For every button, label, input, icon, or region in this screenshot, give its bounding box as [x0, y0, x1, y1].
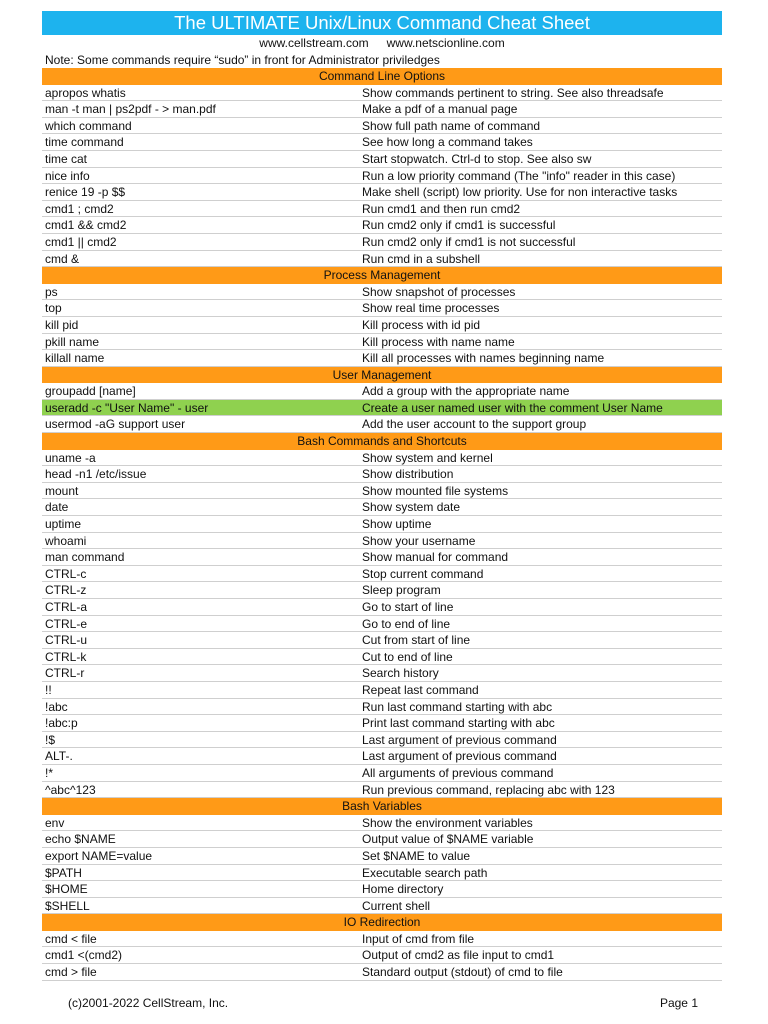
- command-cell: apropos whatis: [45, 85, 126, 100]
- table-row: [42, 334, 722, 351]
- description-cell: Go to start of line: [362, 600, 454, 614]
- command-cell: cmd1 && cmd2: [45, 218, 127, 233]
- table-row: [42, 317, 722, 334]
- command-cell: $HOME: [45, 882, 88, 897]
- command-cell: killall name: [45, 351, 105, 366]
- command-cell: CTRL-e: [45, 616, 88, 631]
- table-row: [42, 533, 722, 550]
- table-row: [42, 682, 722, 699]
- description-cell: Show system and kernel: [362, 450, 493, 465]
- table-row: [42, 848, 722, 865]
- description-cell: Last argument of previous command: [362, 749, 557, 764]
- table-row: [42, 865, 722, 882]
- websites-line: [42, 35, 722, 52]
- description-cell: Output of cmd2 as file input to cmd1: [362, 948, 555, 963]
- description-cell: Executable search path: [362, 865, 488, 880]
- command-cell: CTRL-z: [45, 583, 87, 598]
- description-cell: Run cmd2 only if cmd1 is not successful: [362, 234, 576, 249]
- table-row: [42, 251, 722, 268]
- description-cell: Create a user named user with the comment User Name: [362, 400, 663, 415]
- table-row: [42, 964, 722, 981]
- sections-container: [42, 68, 722, 981]
- description-cell: Kill process with id pid: [362, 317, 481, 332]
- command-cell: !$: [45, 732, 56, 747]
- table-row: [42, 516, 722, 533]
- description-cell: Run last command starting with abc: [362, 699, 553, 714]
- section-header: Process Management: [42, 267, 722, 284]
- command-cell: useradd -c "User Name" - user: [45, 400, 209, 415]
- command-cell: uptime: [45, 517, 82, 532]
- description-cell: Make a pdf of a manual page: [362, 102, 518, 117]
- section-header: IO Redirection: [42, 914, 722, 931]
- description-cell: Standard output (stdout) of cmd to file: [362, 965, 563, 980]
- command-cell: ALT-.: [45, 749, 73, 764]
- table-row: [42, 732, 722, 749]
- description-cell: Sleep program: [362, 583, 441, 598]
- table-row: [42, 782, 722, 799]
- description-cell: Last argument of previous command: [362, 732, 557, 747]
- table-row: [42, 898, 722, 915]
- command-cell: usermod -aG support user: [45, 417, 186, 432]
- command-cell: $SHELL: [45, 898, 90, 913]
- command-cell: cmd < file: [45, 931, 97, 946]
- table-row: [42, 699, 722, 716]
- description-cell: Run cmd1 and then run cmd2: [362, 201, 521, 216]
- command-cell: cmd1 || cmd2: [45, 234, 117, 249]
- table-row: [42, 168, 722, 185]
- table-row: [42, 134, 722, 151]
- command-cell: pkill name: [45, 334, 100, 349]
- command-cell: mount: [45, 483, 79, 498]
- table-row: [42, 383, 722, 400]
- description-cell: Cut from start of line: [362, 633, 471, 648]
- command-cell: head -n1 /etc/issue: [45, 467, 147, 482]
- description-cell: See how long a command takes: [362, 135, 533, 150]
- description-cell: Show real time processes: [362, 301, 500, 316]
- command-cell: man command: [45, 550, 125, 565]
- description-cell: Show system date: [362, 500, 461, 515]
- description-cell: Run cmd2 only if cmd1 is successful: [362, 218, 556, 233]
- description-cell: Output value of $NAME variable: [362, 832, 534, 847]
- description-cell: Kill process with name name: [362, 334, 515, 349]
- description-cell: Show mounted file systems: [362, 483, 509, 498]
- description-cell: Input of cmd from file: [362, 931, 475, 946]
- table-row: [42, 582, 722, 599]
- description-cell: Show distribution: [362, 467, 454, 482]
- table-row: [42, 466, 722, 483]
- table-row: [42, 184, 722, 201]
- table-row: [42, 566, 722, 583]
- command-cell: cmd1 <(cmd2): [45, 948, 123, 963]
- table-row: [42, 765, 722, 782]
- command-cell: groupadd [name]: [45, 384, 136, 399]
- section-header: Command Line Options: [42, 68, 722, 85]
- table-row: [42, 815, 722, 832]
- description-cell: Run a low priority command (The "info" reader in this case): [362, 168, 676, 183]
- description-cell: Make shell (script) low priority. Use for non interactive tasks: [362, 185, 678, 200]
- command-cell: top: [45, 301, 62, 316]
- command-cell: !abc:p: [45, 716, 78, 731]
- description-cell: Kill all processes with names beginning name: [362, 351, 605, 366]
- table-row: [42, 549, 722, 566]
- command-cell: renice 19 -p $$: [45, 185, 126, 200]
- title-bar: [42, 11, 722, 35]
- description-cell: Add a group with the appropriate name: [362, 384, 570, 399]
- table-row: [42, 881, 722, 898]
- table-row: [42, 151, 722, 168]
- table-row: [42, 715, 722, 732]
- table-row: [42, 300, 722, 317]
- table-row: [42, 284, 722, 301]
- table-row: [42, 118, 722, 135]
- command-cell: export NAME=value: [45, 848, 153, 863]
- command-cell: kill pid: [45, 317, 79, 332]
- command-cell: whoami: [45, 533, 87, 548]
- description-cell: Start stopwatch. Ctrl-d to stop. See also sw: [362, 151, 592, 166]
- command-cell: ps: [45, 284, 58, 299]
- command-cell: uname -a: [45, 450, 96, 465]
- table-row: [42, 101, 722, 118]
- website-link-netscionline[interactable]: www.netscionline.com: [386, 36, 505, 50]
- description-cell: Show full path name of command: [362, 118, 541, 133]
- table-row: [42, 85, 722, 102]
- description-cell: Show snapshot of processes: [362, 284, 516, 299]
- table-row: [42, 649, 722, 666]
- command-cell: echo $NAME: [45, 832, 116, 847]
- table-row: [42, 616, 722, 633]
- description-cell: Go to end of line: [362, 616, 451, 631]
- command-cell: man -t man | ps2pdf - > man.pdf: [45, 102, 216, 117]
- command-cell: cmd &: [45, 251, 80, 266]
- description-cell: Search history: [362, 666, 439, 681]
- description-cell: Current shell: [362, 898, 431, 913]
- footer-page-number: Page 1: [659, 996, 698, 1010]
- command-cell: env: [45, 815, 65, 830]
- command-cell: CTRL-r: [45, 666, 85, 681]
- command-cell: CTRL-a: [45, 600, 88, 614]
- description-cell: Show your username: [362, 533, 476, 548]
- section-header: Bash Commands and Shortcuts: [42, 433, 722, 450]
- table-row: [42, 831, 722, 848]
- description-cell: Repeat last command: [362, 682, 479, 697]
- description-cell: Show commands pertinent to string. See also threadsafe: [362, 85, 664, 100]
- table-row: [42, 499, 722, 516]
- command-cell: CTRL-k: [45, 649, 87, 664]
- description-cell: Run cmd in a subshell: [362, 251, 481, 266]
- command-cell: cmd > file: [45, 965, 97, 980]
- table-row: [42, 599, 722, 616]
- command-cell: cmd1 ; cmd2: [45, 201, 114, 216]
- command-cell: ^abc^123: [45, 782, 96, 797]
- description-cell: Set $NAME to value: [362, 848, 471, 863]
- section-header: Bash Variables: [42, 798, 722, 815]
- description-cell: Show manual for command: [362, 550, 509, 565]
- command-cell: nice info: [45, 168, 90, 183]
- table-row: [42, 665, 722, 682]
- table-row: [42, 450, 722, 467]
- command-cell: !*: [45, 765, 54, 780]
- page-title: The ULTIMATE Unix/Linux Command Cheat Sheet: [174, 12, 590, 33]
- command-cell: CTRL-c: [45, 566, 87, 581]
- description-cell: Show the environment variables: [362, 815, 533, 830]
- table-row: [42, 201, 722, 218]
- cheat-sheet: [42, 11, 722, 981]
- table-row: [42, 234, 722, 251]
- description-cell: Home directory: [362, 882, 444, 897]
- footer-copyright: (c)2001-2022 CellStream, Inc.: [68, 996, 229, 1010]
- description-cell: Run previous command, replacing abc with 123: [362, 782, 615, 797]
- table-row: [42, 400, 722, 417]
- command-cell: CTRL-u: [45, 633, 88, 648]
- description-cell: Show uptime: [362, 517, 432, 532]
- description-cell: Print last command starting with abc: [362, 716, 555, 731]
- section-header: User Management: [42, 367, 722, 384]
- description-cell: All arguments of previous command: [362, 765, 554, 780]
- command-cell: time command: [45, 135, 124, 150]
- description-cell: Cut to end of line: [362, 649, 453, 664]
- table-row: [42, 632, 722, 649]
- command-cell: !abc: [45, 699, 68, 714]
- table-row: [42, 350, 722, 367]
- command-cell: $PATH: [45, 865, 82, 880]
- sudo-note: Note: Some commands require “sudo” in front for Administrator priviledges: [45, 53, 440, 67]
- table-row: [42, 947, 722, 964]
- command-cell: !!: [45, 682, 52, 697]
- table-row: [42, 931, 722, 948]
- command-cell: date: [45, 500, 69, 515]
- table-row: [42, 483, 722, 500]
- description-cell: Add the user account to the support group: [362, 417, 587, 432]
- command-cell: which command: [45, 118, 132, 133]
- command-cell: time cat: [45, 151, 88, 166]
- website-link-cellstream[interactable]: www.cellstream.com: [259, 36, 369, 50]
- table-row: [42, 416, 722, 433]
- description-cell: Stop current command: [362, 566, 484, 581]
- table-row: [42, 748, 722, 765]
- table-row: [42, 217, 722, 234]
